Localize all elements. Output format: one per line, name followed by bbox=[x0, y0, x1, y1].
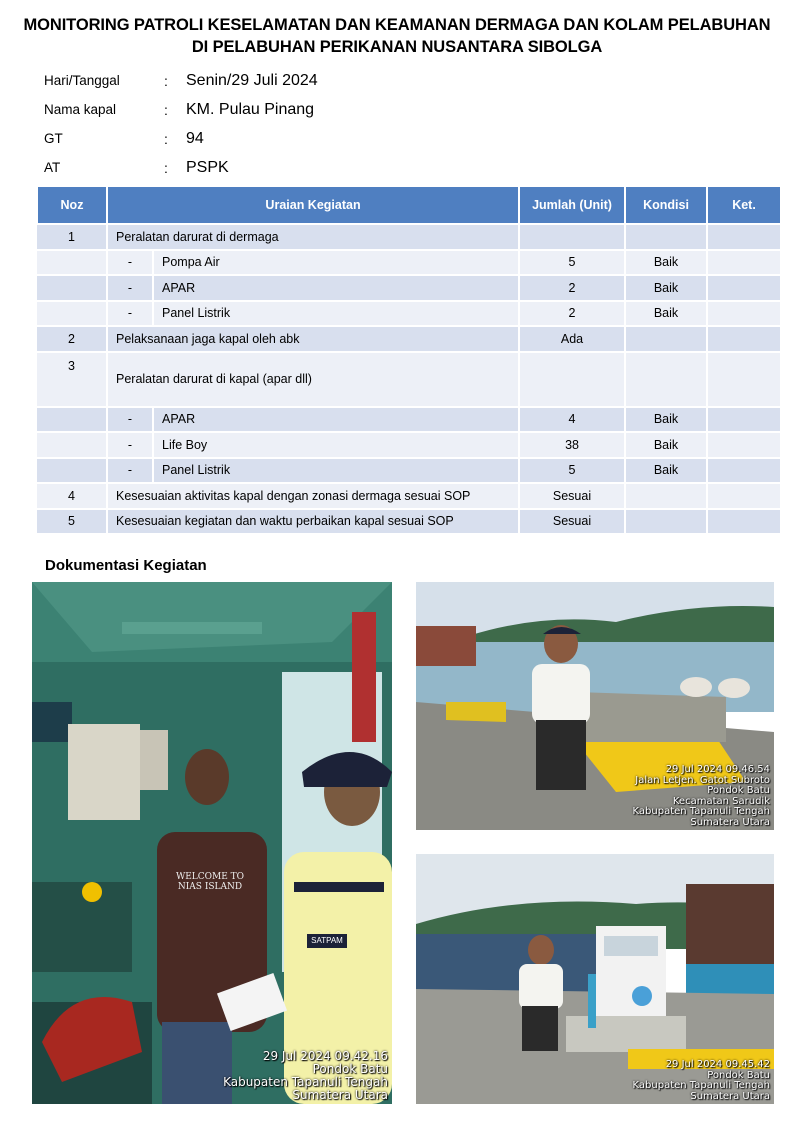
timestamp-line: Kabupaten Tapanuli Tengah bbox=[223, 1075, 388, 1089]
cell-item: Panel Listrik bbox=[153, 458, 519, 484]
info-colon: : bbox=[164, 159, 168, 176]
cell-quantity: 5 bbox=[519, 250, 625, 276]
info-row-date bbox=[44, 66, 318, 95]
cell-no bbox=[37, 301, 107, 327]
documentation-title: Dokumentasi Kegiatan bbox=[45, 557, 207, 574]
info-colon: : bbox=[164, 130, 168, 147]
timestamp-line: 29 Jul 2024 09.46.54 bbox=[665, 764, 770, 775]
cell-notes bbox=[707, 458, 781, 484]
engine-room-illustration bbox=[32, 582, 392, 1104]
info-row-gt bbox=[44, 124, 318, 153]
timestamp-line: Pondok Batu bbox=[707, 785, 770, 796]
info-label: GT bbox=[44, 131, 63, 146]
cell-dash: - bbox=[107, 432, 153, 458]
cell-item: Life Boy bbox=[153, 432, 519, 458]
cell-quantity: Sesuai bbox=[519, 509, 625, 535]
cell-notes bbox=[707, 275, 781, 301]
cell-quantity bbox=[519, 352, 625, 407]
header-notes: Ket. bbox=[707, 186, 781, 224]
cell-dash: - bbox=[107, 250, 153, 276]
shirt-print: WELCOME TO NIAS ISLAND bbox=[175, 872, 245, 892]
cell-condition bbox=[625, 509, 707, 535]
vessel-info bbox=[44, 66, 318, 182]
cell-item: Kesesuaian kegiatan dan waktu perbaikan kapal sesuai SOP bbox=[107, 509, 519, 535]
photo-fuel-dispenser bbox=[416, 854, 774, 1104]
cell-condition: Baik bbox=[625, 250, 707, 276]
cell-notes bbox=[707, 432, 781, 458]
info-value: PSPK bbox=[186, 158, 229, 176]
info-value: Senin/29 Juli 2024 bbox=[186, 71, 318, 89]
table-row bbox=[37, 326, 781, 352]
cell-condition bbox=[625, 326, 707, 352]
photo-engine-room bbox=[32, 582, 392, 1104]
cell-quantity: 4 bbox=[519, 407, 625, 433]
cell-quantity: 5 bbox=[519, 458, 625, 484]
timestamp-line: 29 Jul 2024 09.42.16 bbox=[262, 1049, 388, 1063]
timestamp-line: Pondok Batu bbox=[312, 1062, 388, 1076]
timestamp-line: Sumatera Utara bbox=[690, 1090, 770, 1102]
cell-no bbox=[37, 458, 107, 484]
cell-condition bbox=[625, 352, 707, 407]
cell-condition bbox=[625, 483, 707, 509]
timestamp-line: Sumatera Utara bbox=[292, 1088, 388, 1102]
cell-item: Peralatan darurat di dermaga bbox=[107, 224, 519, 250]
cell-dash: - bbox=[107, 275, 153, 301]
cell-condition: Baik bbox=[625, 432, 707, 458]
cell-notes bbox=[707, 352, 781, 407]
table-row bbox=[37, 250, 781, 276]
cell-dash: - bbox=[107, 301, 153, 327]
timestamp-line: Pondok Batu bbox=[707, 1069, 770, 1081]
table-row bbox=[37, 458, 781, 484]
table-header-row bbox=[37, 186, 781, 224]
info-label: AT bbox=[44, 160, 61, 175]
cell-no: 1 bbox=[37, 224, 107, 250]
table-row bbox=[37, 275, 781, 301]
cell-quantity: 38 bbox=[519, 432, 625, 458]
cell-item: Panel Listrik bbox=[153, 301, 519, 327]
activity-table bbox=[36, 185, 782, 535]
cell-item: Pompa Air bbox=[153, 250, 519, 276]
cell-notes bbox=[707, 326, 781, 352]
title-line-1: MONITORING PATROLI KESELAMATAN DAN KEAMANAN DERMAGA DAN KOLAM PELABUHAN bbox=[23, 16, 771, 34]
cell-item: Kesesuaian aktivitas kapal dengan zonasi dermaga sesuai SOP bbox=[107, 483, 519, 509]
photo-timestamp bbox=[633, 1060, 770, 1102]
cell-dash: - bbox=[107, 407, 153, 433]
cell-no bbox=[37, 407, 107, 433]
info-value: KM. Pulau Pinang bbox=[186, 100, 315, 118]
cell-item: Pelaksanaan jaga kapal oleh abk bbox=[107, 326, 519, 352]
cell-quantity bbox=[519, 224, 625, 250]
cell-notes bbox=[707, 224, 781, 250]
table-row bbox=[37, 224, 781, 250]
cell-notes bbox=[707, 301, 781, 327]
info-value: 94 bbox=[186, 129, 204, 147]
cell-notes bbox=[707, 509, 781, 535]
cell-item: Peralatan darurat di kapal (apar dll) bbox=[107, 352, 519, 407]
table-row bbox=[37, 483, 781, 509]
cell-quantity: Sesuai bbox=[519, 483, 625, 509]
timestamp-line: Jalan Letjen. Gatot Subroto bbox=[635, 774, 770, 786]
cell-item: APAR bbox=[153, 407, 519, 433]
table-row bbox=[37, 432, 781, 458]
header-quantity: Jumlah (Unit) bbox=[519, 186, 625, 224]
timestamp-line: Sumatera Utara bbox=[690, 816, 770, 828]
cell-item: APAR bbox=[153, 275, 519, 301]
table-row bbox=[37, 352, 781, 407]
info-colon: : bbox=[164, 101, 168, 118]
photo-timestamp bbox=[633, 765, 770, 828]
cell-notes bbox=[707, 483, 781, 509]
cell-no: 4 bbox=[37, 483, 107, 509]
cell-no: 2 bbox=[37, 326, 107, 352]
timestamp-line: Kecamatan Sarudik bbox=[672, 795, 770, 807]
info-colon: : bbox=[164, 72, 168, 89]
security-badge: SATPAM bbox=[307, 934, 347, 948]
cell-condition: Baik bbox=[625, 458, 707, 484]
header-description: Uraian Kegiatan bbox=[107, 186, 519, 224]
cell-condition bbox=[625, 224, 707, 250]
cell-no: 5 bbox=[37, 509, 107, 535]
cell-no bbox=[37, 432, 107, 458]
cell-no: 3 bbox=[37, 352, 107, 407]
info-label: Nama kapal bbox=[44, 102, 117, 117]
cell-condition: Baik bbox=[625, 407, 707, 433]
info-row-at bbox=[44, 153, 318, 182]
cell-notes bbox=[707, 407, 781, 433]
cell-condition: Baik bbox=[625, 301, 707, 327]
timestamp-line: Kabupaten Tapanuli Tengah bbox=[632, 806, 770, 817]
cell-no bbox=[37, 250, 107, 276]
photo-dock-equipment bbox=[416, 582, 774, 830]
document-title bbox=[20, 14, 774, 58]
info-label: Hari/Tanggal bbox=[44, 73, 120, 88]
timestamp-line: Kabupaten Tapanuli Tengah bbox=[632, 1080, 770, 1091]
cell-quantity: Ada bbox=[519, 326, 625, 352]
table-row bbox=[37, 407, 781, 433]
cell-no bbox=[37, 275, 107, 301]
photo-timestamp bbox=[223, 1050, 388, 1102]
cell-condition: Baik bbox=[625, 275, 707, 301]
header-no: Noz bbox=[37, 186, 107, 224]
info-row-ship-name bbox=[44, 95, 318, 124]
cell-dash: - bbox=[107, 458, 153, 484]
cell-quantity: 2 bbox=[519, 301, 625, 327]
timestamp-line: 29 Jul 2024 09.45.42 bbox=[665, 1059, 770, 1070]
table-row bbox=[37, 301, 781, 327]
cell-quantity: 2 bbox=[519, 275, 625, 301]
title-line-2: DI PELABUHAN PERIKANAN NUSANTARA SIBOLGA bbox=[191, 38, 603, 56]
header-condition: Kondisi bbox=[625, 186, 707, 224]
table-row bbox=[37, 509, 781, 535]
cell-notes bbox=[707, 250, 781, 276]
